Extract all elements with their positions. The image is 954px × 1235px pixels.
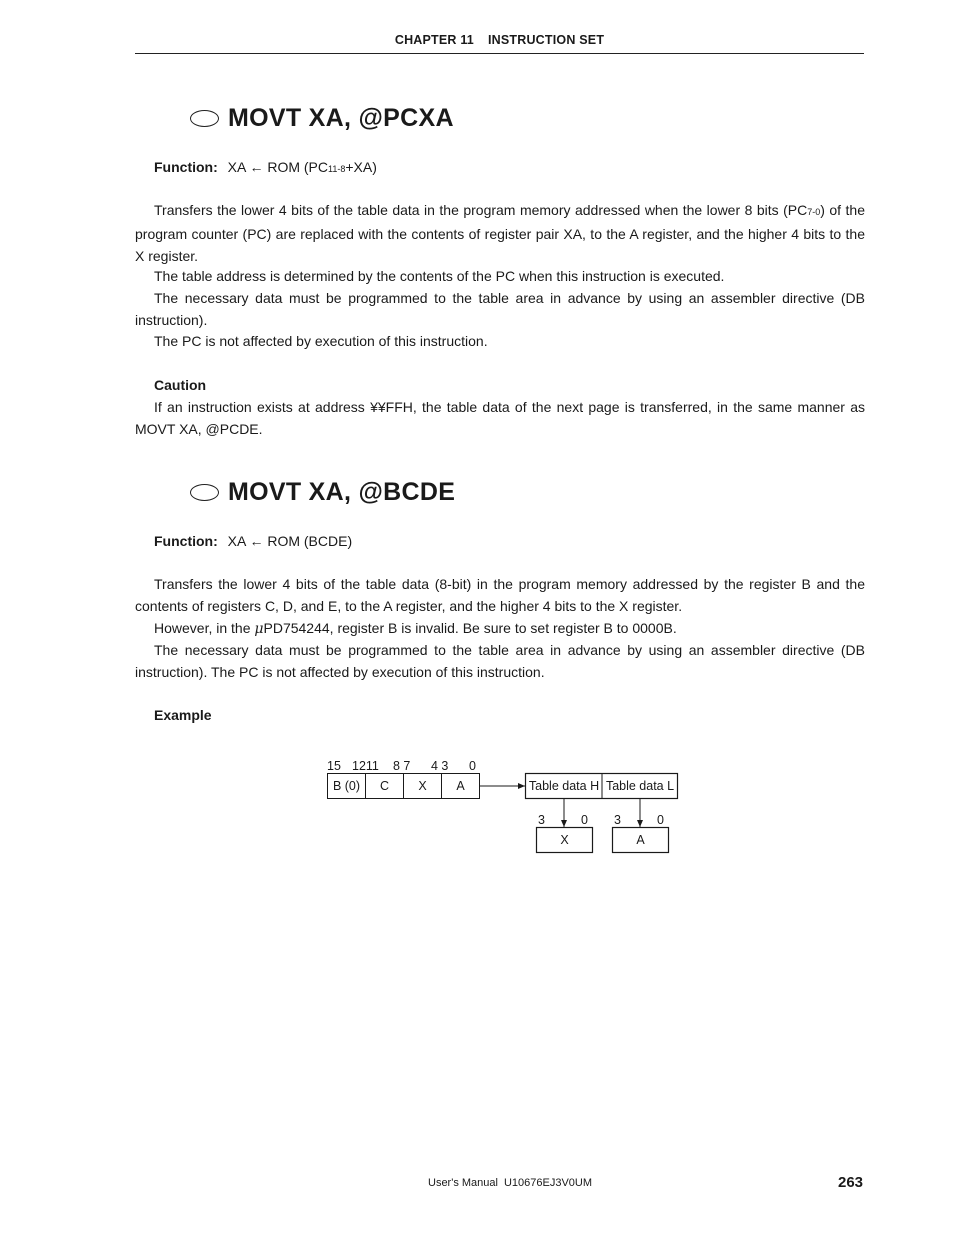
paragraph-pcxa-2: The table address is determined by the contents of the PC when this instruction is executed. [154,268,725,284]
function-text: XA ← ROM (PC11-8+XA) [227,159,377,175]
example-heading: Example [154,707,212,723]
table-data-h: Table data H [528,779,600,793]
paragraph-bcde-2: However, in the μPD754244, register B is invalid. Be sure to set register B to 0000B. [154,620,677,637]
section-title-text: MOVT XA, @BCDE [228,477,456,506]
footer-manual [428,1177,592,1189]
caution-heading: Caution [154,377,207,393]
bit-label-12-11: 1211 [352,759,379,773]
target-a-label: A [636,833,645,847]
register-a: A [456,779,465,793]
bit-label-0: 0 [469,759,476,773]
bit-label-15: 15 [327,759,341,773]
register-c: C [379,779,390,793]
paragraph-pcxa-3: The necessary data must be programmed to the table area in advance by using an assembler directive (DB instruction). [135,290,865,328]
table-data-l: Table data L [605,779,675,793]
paragraph-bcde-3: The necessary data must be programmed to the table area in advance by using an assembler directive (DB instruction). The PC is not affected by execution of this instruction. [135,642,865,680]
nibble-a-bit-0: 0 [657,813,664,827]
register-b: B (0) [332,779,361,793]
paragraph-pcxa-1: Transfers the lower 4 bits of the table data in the program memory addressed when the lower 8 bits (PC7-0) of the program counter (PC) are replaced with the contents of register pair XA, to the A register, and the higher 4 bits to the X register. [135,202,865,264]
target-x-label: X [560,833,569,847]
bit-label-4-3: 4 3 [431,759,449,773]
function-label: Function: [154,159,218,175]
function-text: XA ← ROM (BCDE) [227,533,353,549]
footer-manual-code: U10676EJ3V0UM [503,1177,593,1189]
section-title-text: MOVT XA, @PCXA [228,103,454,132]
caution-text: If an instruction exists at address ¥¥FFH, the table data of the next page is transferred, in the same manner as MOVT XA, @PCDE. [135,399,865,437]
chapter-label: CHAPTER 11 [394,33,474,47]
nibble-a-bit-3: 3 [614,813,621,827]
nibble-x-bit-3: 3 [538,813,545,827]
paragraph-bcde-1: Transfers the lower 4 bits of the table data (8-bit) in the program memory addressed by the register B and the contents of registers C, D, and E, to the A register, and the higher 4 bits to the X register. [135,576,865,614]
function-label: Function: [154,533,218,549]
register-x: X [418,779,427,793]
chapter-title: INSTRUCTION SET [487,33,605,47]
footer-manual-label: User's Manual [428,1177,498,1189]
paragraph-pcxa-4: The PC is not affected by execution of this instruction. [154,333,488,349]
page-number: 263 [838,1174,864,1191]
nibble-x-bit-0: 0 [581,813,588,827]
bit-label-8-7: 8 7 [393,759,411,773]
